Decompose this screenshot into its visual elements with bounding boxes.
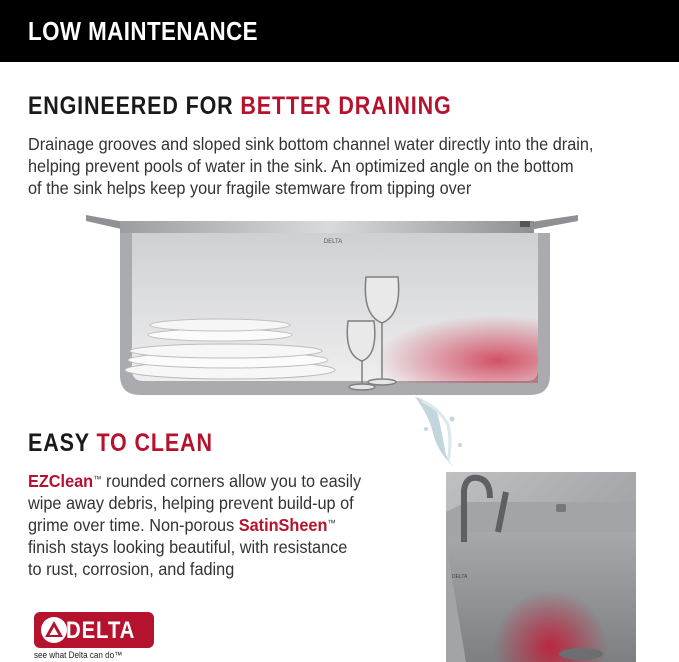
photo-brand-mark: DELTA bbox=[452, 574, 468, 580]
section-heading-clean bbox=[28, 429, 213, 458]
clean-line-4: finish stays looking beautiful, with resistance bbox=[28, 537, 348, 557]
ezclean-brand: EZClean bbox=[28, 471, 94, 491]
draining-line-3: of the sink helps keep your fragile stemware from tipping over bbox=[28, 178, 472, 198]
satinsheen-brand: SatinSheen bbox=[238, 515, 328, 535]
clean-line-2: wipe away debris, helping prevent build-up of bbox=[28, 493, 354, 513]
delta-tagline: see what Delta can do™ bbox=[34, 650, 123, 660]
clean-line-1-rest: rounded corners allow you to easily bbox=[101, 471, 362, 491]
heading-clean-part2: TO CLEAN bbox=[96, 429, 213, 457]
heading-clean-part1: EASY bbox=[28, 429, 90, 457]
clean-line-3 bbox=[28, 514, 336, 536]
sink-rim bbox=[120, 221, 534, 233]
sink-brand-mark: DELTA bbox=[323, 239, 343, 245]
ezclean-tm: ™ bbox=[93, 474, 102, 484]
drain-icon bbox=[559, 648, 603, 660]
clean-line-1 bbox=[28, 470, 361, 492]
draining-line-1: Drainage grooves and sloped sink bottom channel water directly into the drain, bbox=[28, 134, 594, 154]
heading-draining-part1: ENGINEERED FOR bbox=[28, 92, 234, 120]
delta-triangle-icon bbox=[40, 616, 68, 644]
heading-draining-part2: BETTER DRAINING bbox=[240, 92, 452, 120]
water-splash-icon bbox=[415, 397, 462, 467]
draining-line-2: helping prevent pools of water in the sink. An optimized angle on the bottom bbox=[28, 156, 574, 176]
sink-corner-photo bbox=[446, 472, 636, 662]
section-heading-draining bbox=[28, 92, 452, 121]
clean-line-5: to rust, corrosion, and fading bbox=[28, 559, 235, 579]
satinsheen-tm: ™ bbox=[327, 518, 336, 528]
delta-logo-word: DELTA bbox=[66, 617, 136, 644]
page-title: LOW MAINTENANCE bbox=[28, 16, 259, 46]
clean-line-3-start: grime over time. Non-porous bbox=[28, 515, 239, 535]
faucet-hole-icon bbox=[520, 221, 530, 227]
